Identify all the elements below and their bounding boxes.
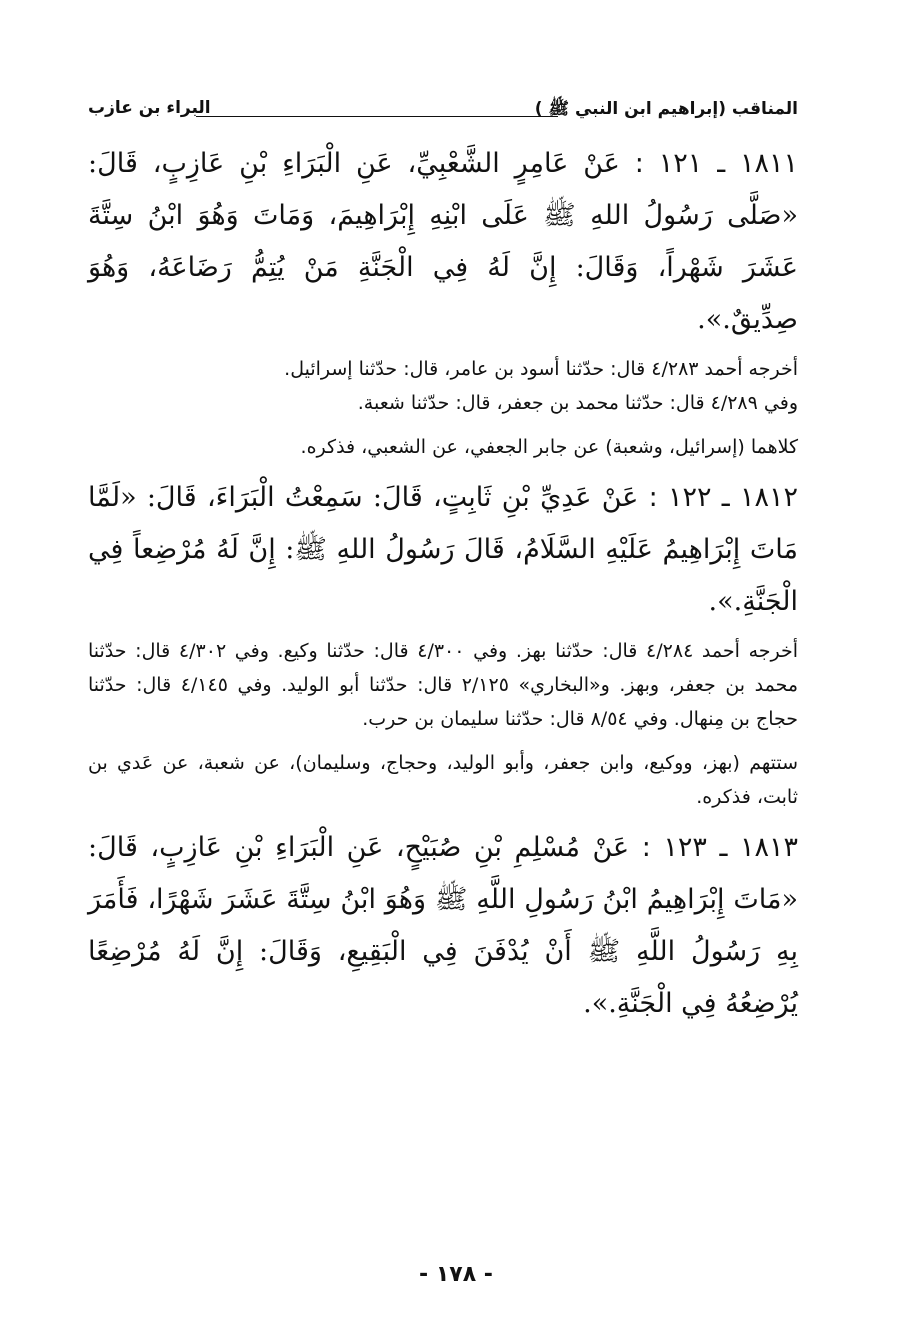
takhrij-line: أخرجه أحمد ٤/٢٨٣ قال: حدّثنا أسود بن عامر، قال: حدّثنا إسرائيل. (284, 358, 798, 380)
hadith-1813 (88, 822, 798, 1030)
takhrij-line: أخرجه أحمد ٤/٢٨٤ قال: حدّثنا بهز. وفي ٤/٣٠٠ قال: حدّثنا وكيع. وفي ٤/٣٠٢ قال: حدّثنا محمد بن جعفر، وبهز. و«البخاري» ٢/١٢٥ قال: حدّثنا أبو الوليد. وفي ٤/١٤٥ قال: حدّثنا حجاج بن مِنهال. وفي ٨/٥٤ قال: حدّثنا سليمان بن حرب. (88, 640, 799, 730)
hadith-text: عَنْ مُسْلِمِ بْنِ صُبَيْحٍ، عَنِ الْبَرَاءِ بْنِ عَازِبٍ، قَالَ: «مَاتَ إِبْرَاهِيمُ ابْنُ رَسُولِ اللَّهِ ﷺ وَهُوَ ابْنُ سِتَّةَ عَشَرَ شَهْرًا، فَأَمَرَ بِهِ رَسُولُ اللَّهِ ﷺ أَنْ يُدْفَنَ فِي الْبَقِيعِ، وَقَالَ: إِنَّ لَهُ مُرْضِعًا يُرْضِعُهُ فِي الْجَنَّةِ.». (88, 832, 798, 1019)
header-chapter-title: المناقب (إبراهيم ابن النبي ﷺ ) (534, 99, 798, 119)
takhrij-line: وفي ٤/٢٨٩ قال: حدّثنا محمد بن جعفر، قال: حدّثنا شعبة. (357, 392, 798, 414)
summary-1811: كلاهما (إسرائيل، وشعبة) عن جابر الجعفي، عن الشعبي، فذكره. (300, 436, 798, 458)
hadith-number: ١٨١٢ ـ ١٢٢ : (648, 482, 798, 513)
running-header (88, 98, 798, 128)
page-number: - ١٧٨ - (419, 1262, 493, 1287)
hadith-text: عَنْ عَامِرٍ الشَّعْبِيِّ، عَنِ الْبَرَاءِ بْنِ عَازِبٍ، قَالَ: «صَلَّى رَسُولُ اللهِ ﷺ عَلَى ابْنِهِ إِبْرَاهِيمَ، وَمَاتَ وَهُوَ ابْنُ سِتَّةَ عَشَرَ شَهْراً، وَقَالَ: إِنَّ لَهُ فِي الْجَنَّةِ مَنْ يُتِمُّ رَضَاعَهُ، وَهُوَ صِدِّيقٌ.». (88, 148, 798, 335)
hadith-1812 (88, 472, 798, 628)
header-section-title: البراء بن عازب (88, 98, 211, 118)
header-rule (196, 116, 558, 117)
takhrij-1812 (88, 634, 798, 736)
hadith-number: ١٨١٣ ـ ١٢٣ : (641, 832, 798, 863)
hadith-number: ١٨١١ ـ ١٢١ : (634, 148, 799, 179)
page-content (88, 98, 798, 1030)
summary-1812: ستتهم (بهز، ووكيع، وابن جعفر، وأبو الوليد، وحجاج، وسليمان)، عن شعبة، عن عَدي بن ثابت، فذكره. (88, 752, 798, 808)
hadith-text: عَنْ عَدِيِّ بْنِ ثَابِتٍ، قَالَ: سَمِعْتُ الْبَرَاءَ، قَالَ: «لَمَّا مَاتَ إِبْرَاهِيمُ عَلَيْهِ السَّلَامُ، قَالَ رَسُولُ اللهِ ﷺ: إِنَّ لَهُ مُرْضِعاً فِي الْجَنَّةِ.». (88, 482, 798, 617)
hadith-1811 (88, 138, 798, 346)
takhrij-1811 (88, 352, 798, 420)
